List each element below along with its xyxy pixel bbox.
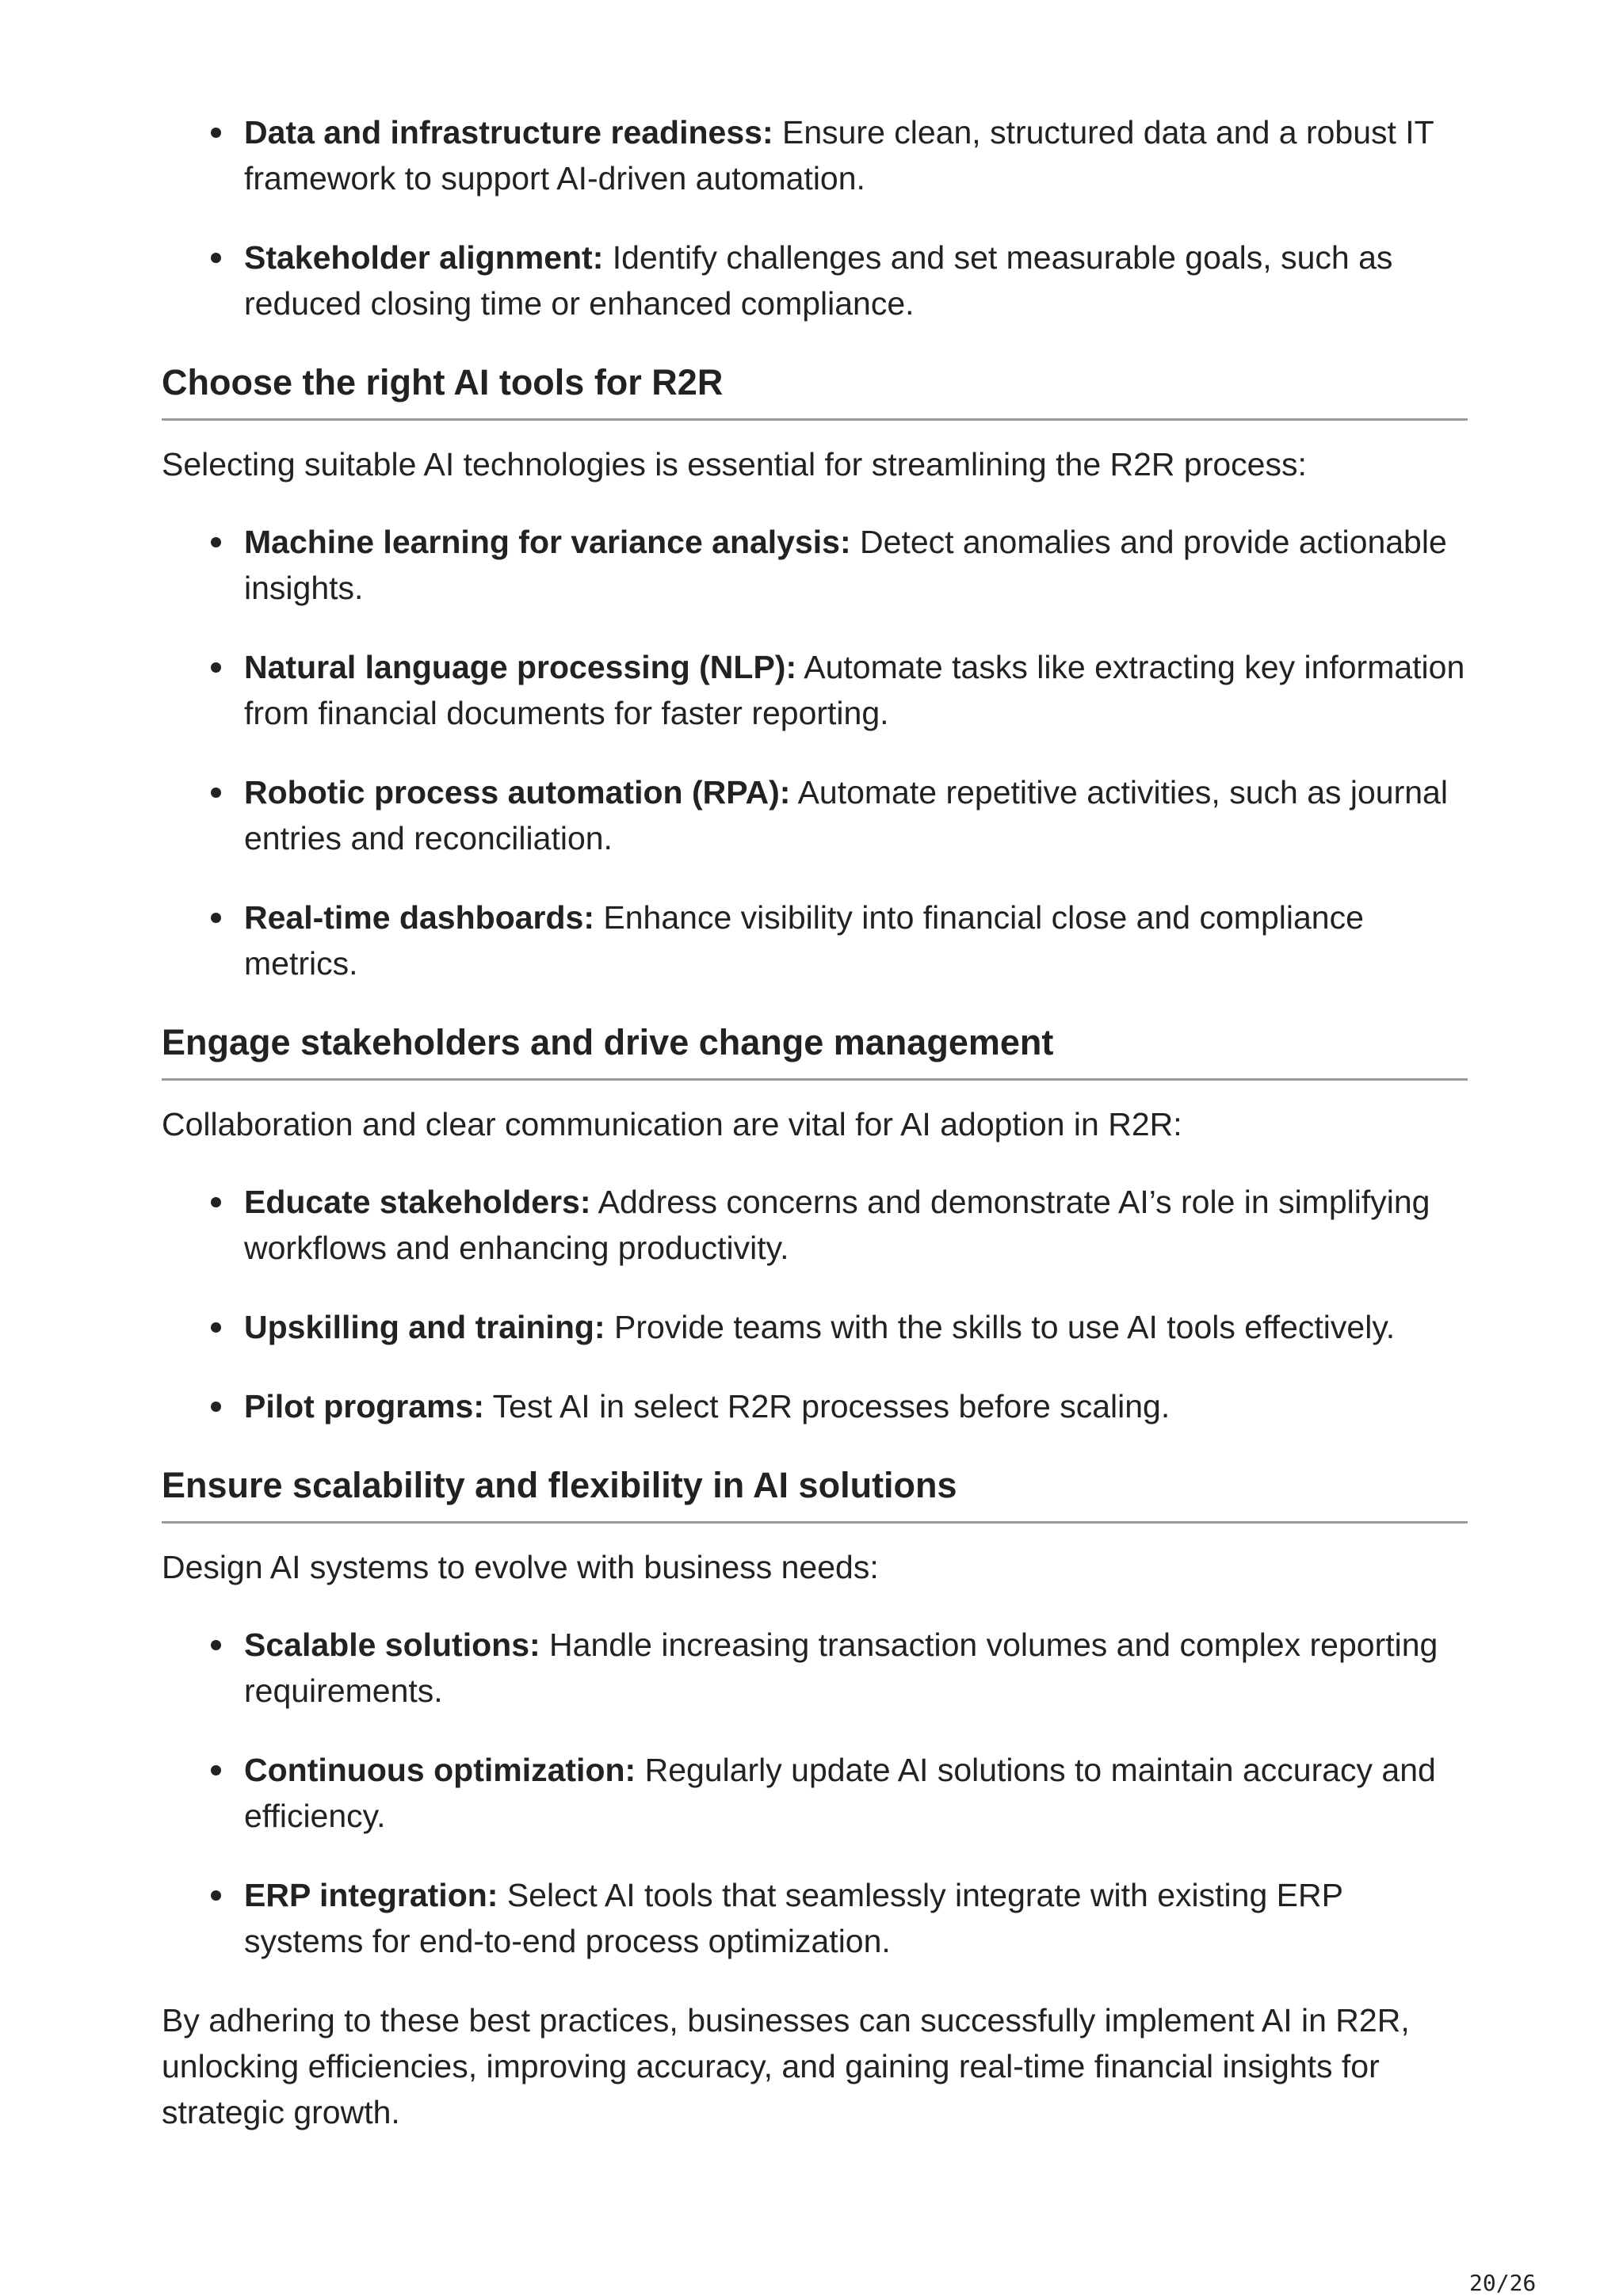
list-item-text: Enhance visibility into financial close and compliance metrics. <box>244 899 1364 982</box>
section-heading: Engage stakeholders and drive change management <box>162 1020 1468 1081</box>
list-item-term: Natural language processing (NLP): <box>244 649 797 685</box>
list-item <box>162 1304 1468 1350</box>
list-item-text: Handle increasing transaction volumes and complex reporting requirements. <box>244 1627 1438 1709</box>
list-item-text: Automate repetitive activities, such as journal entries and reconciliation. <box>244 774 1448 856</box>
list-item <box>162 644 1468 736</box>
bullet-icon <box>211 253 221 263</box>
list-item-text: Provide teams with the skills to use AI tools effectively. <box>605 1309 1396 1345</box>
section-bullet-list <box>162 1622 1468 1964</box>
section-change-management <box>162 1020 1468 1429</box>
list-item <box>162 894 1468 986</box>
bullet-icon <box>211 1640 221 1650</box>
bullet-icon <box>211 1890 221 1901</box>
bullet-icon <box>211 788 221 798</box>
list-item-term: Robotic process automation (RPA): <box>244 774 791 810</box>
list-item <box>162 769 1468 861</box>
list-item-term: Educate stakeholders: <box>244 1184 591 1220</box>
list-item-text: Test AI in select R2R processes before scaling. <box>483 1388 1170 1425</box>
list-item-term: Scalable solutions: <box>244 1627 540 1663</box>
list-item <box>162 1747 1468 1839</box>
list-item-term: Data and infrastructure readiness: <box>244 114 773 151</box>
list-item <box>162 1872 1468 1964</box>
bullet-icon <box>211 128 221 138</box>
list-item-text: Regularly update AI solutions to maintain accuracy and efficiency. <box>244 1752 1436 1834</box>
list-item <box>162 1383 1468 1429</box>
list-item <box>162 1179 1468 1271</box>
bullet-icon <box>211 1197 221 1207</box>
list-item <box>162 109 1468 201</box>
list-item-text: Address concerns and demonstrate AI’s role in simplifying workflows and enhancing productivity. <box>244 1184 1430 1266</box>
list-item <box>162 519 1468 611</box>
list-item <box>162 1622 1468 1714</box>
list-item-term: Upskilling and training: <box>244 1309 605 1345</box>
list-item-text: Select AI tools that seamlessly integrate with existing ERP systems for end-to-end process optimization. <box>244 1877 1343 1959</box>
intro-bullet-list <box>162 109 1468 326</box>
section-heading: Ensure scalability and flexibility in AI solutions <box>162 1463 1468 1524</box>
bullet-icon <box>211 1322 221 1333</box>
bullet-icon <box>211 1765 221 1775</box>
list-item-text: Ensure clean, structured data and a robust IT framework to support AI-driven automation. <box>244 114 1434 196</box>
bullet-icon <box>211 662 221 673</box>
section-intro: Selecting suitable AI technologies is essential for streamlining the R2R process: <box>162 446 1307 482</box>
list-item-text: Identify challenges and set measurable goals, such as reduced closing time or enhanced compliance. <box>244 239 1393 322</box>
list-item <box>162 235 1468 326</box>
list-item-text: Detect anomalies and provide actionable insights. <box>244 524 1447 606</box>
section-intro: Design AI systems to evolve with business needs: <box>162 1549 879 1585</box>
list-item-term: Machine learning for variance analysis: <box>244 524 851 560</box>
list-item-term: Continuous optimization: <box>244 1752 636 1788</box>
section-heading: Choose the right AI tools for R2R <box>162 360 1468 421</box>
list-item-text: Automate tasks like extracting key information from financial documents for faster reporting. <box>244 649 1465 731</box>
section-intro: Collaboration and clear communication are vital for AI adoption in R2R: <box>162 1106 1182 1142</box>
section-ai-tools <box>162 360 1468 986</box>
list-item-term: Stakeholder alignment: <box>244 239 604 276</box>
bullet-icon <box>211 1402 221 1412</box>
bullet-icon <box>211 537 221 547</box>
list-item-term: Pilot programs: <box>244 1388 484 1425</box>
closing-paragraph: By adhering to these best practices, businesses can successfully implement AI in R2R, unlocking efficiencies, improving accuracy, and gaining real-time financial insights for strategic growth. <box>162 2002 1410 2130</box>
page-number: 20/26 <box>1469 2270 1537 2296</box>
list-item-term: Real-time dashboards: <box>244 899 594 936</box>
bullet-icon <box>211 913 221 923</box>
section-bullet-list <box>162 519 1468 986</box>
document-page <box>162 109 1468 2135</box>
section-scalability <box>162 1463 1468 1964</box>
section-bullet-list <box>162 1179 1468 1429</box>
list-item-term: ERP integration: <box>244 1877 498 1913</box>
